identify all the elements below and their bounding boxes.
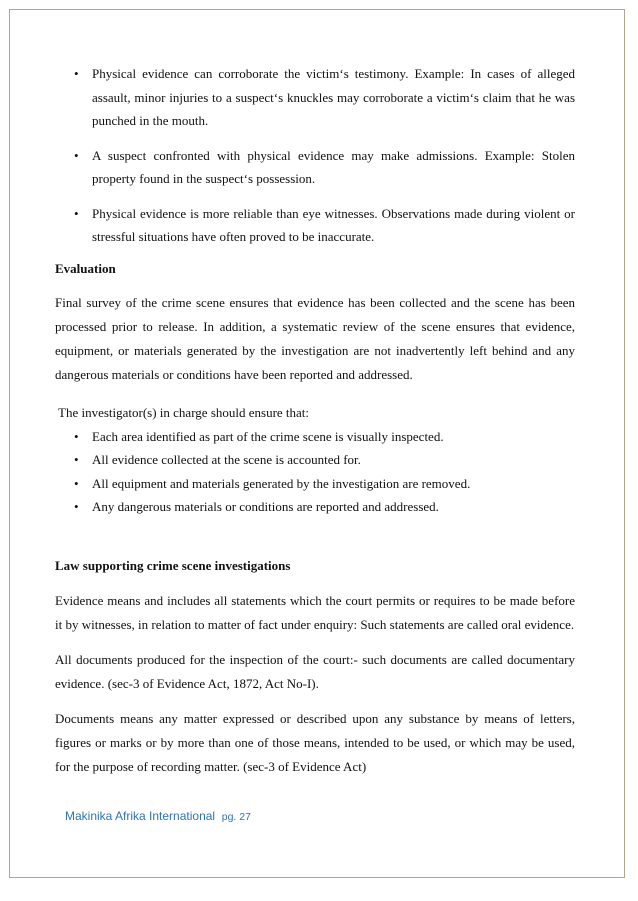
investigator-checklist — [55, 425, 575, 519]
law-paragraph: All documents produced for the inspection of the court:- such documents are called documentary evidence. (sec-3 of Evidence Act, 1872, Act No-I). — [55, 652, 575, 691]
evaluation-paragraph: Final survey of the crime scene ensures that evidence has been collected and the scene has been processed prior to release. In addition, a systematic review of the scene ensures that evidence, equipment, or materials generated by the investigation are not inadvertently left behind and any dangerous materials or conditions have been reported and addressed. — [55, 295, 575, 382]
list-item: • All evidence collected at the scene is accounted for. — [55, 448, 575, 472]
bullet-icon: • — [74, 475, 79, 491]
bullet-icon: • — [74, 66, 79, 81]
list-item: • All equipment and materials generated by the investigation are removed. — [55, 472, 575, 496]
footer-org: Makinika Afrika International — [65, 809, 216, 823]
bullet-icon: • — [74, 147, 79, 163]
checklist-intro: The investigator(s) in charge should ensure that: — [58, 405, 310, 420]
list-item: • Physical evidence is more reliable than eye witnesses. Observations made during violent or stressful situations have often proved to be inaccurate. — [55, 202, 575, 249]
evidence-benefits-list — [55, 62, 575, 249]
list-item: • Each area identified as part of the crime scene is visually inspected. — [55, 425, 575, 449]
bullet-icon: • — [74, 205, 79, 221]
law-paragraph: Evidence means and includes all statements which the court permits or requires to be made before it by witnesses, in relation to matter of fact under enquiry: Such statements are called oral evidence. — [55, 593, 575, 632]
evaluation-heading: Evaluation — [55, 260, 116, 276]
document-body — [55, 62, 575, 779]
bullet-icon: • — [74, 499, 79, 514]
page-footer — [65, 809, 251, 823]
law-heading: Law supporting crime scene investigations — [55, 557, 291, 573]
page-number: pg. 27 — [221, 811, 251, 823]
list-item: • Physical evidence can corroborate the victim‘s testimony. Example: In cases of alleged assault, minor injuries to a suspect‘s knuckles may corroborate a victim‘s claim that he was punched in the mouth. — [55, 62, 575, 133]
bullet-icon: • — [74, 452, 79, 467]
list-item: • Any dangerous materials or conditions are reported and addressed. — [55, 495, 575, 519]
list-item: • A suspect confronted with physical evidence may make admissions. Example: Stolen property found in the suspect‘s possession. — [55, 144, 575, 191]
bullet-icon: • — [74, 428, 79, 444]
law-paragraph: Documents means any matter expressed or described upon any substance by means of letters, figures or marks or by more than one of those means, intended to be used, or which may be used, for the purpose of recording matter. (sec-3 of Evidence Act) — [55, 711, 575, 774]
